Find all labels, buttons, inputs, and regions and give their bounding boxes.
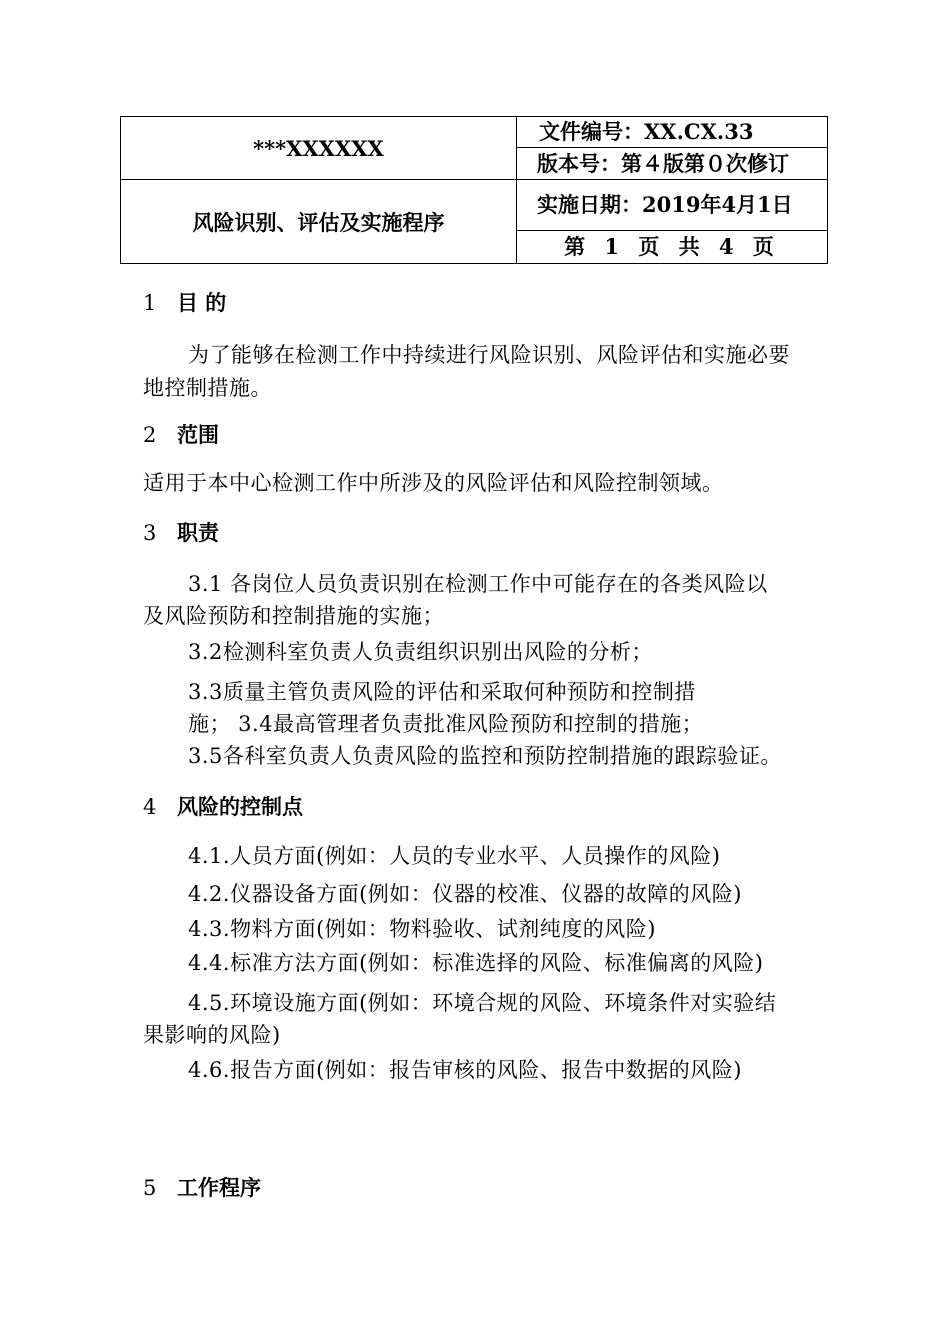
list-item: 4.5.环境设施方面(例如：环境合规的风险、环境条件对实验结 <box>188 991 777 1015</box>
document-header-table <box>120 116 828 264</box>
section-3-heading: 3 职责 <box>143 520 219 545</box>
list-item: 4.6.报告方面(例如：报告审核的风险、报告中数据的风险) <box>188 1058 742 1082</box>
list-item: 4.1.人员方面(例如：人员的专业水平、人员操作的风险) <box>188 844 721 868</box>
paragraph: 适用于本中心检测工作中所涉及的风险评估和风险控制领域。 <box>143 471 724 495</box>
section-4-heading: 4 风险的控制点 <box>143 794 303 819</box>
page-indicator: 第 1 页 共 4 页 <box>517 231 828 264</box>
paragraph: 及风险预防和控制措施的实施； <box>143 604 444 628</box>
effective-date: 实施日期：2019年4月1日 <box>517 180 828 231</box>
list-item: 果影响的风险) <box>143 1023 281 1047</box>
list-item: 4.4.标准方法方面(例如：标准选择的风险、标准偏离的风险) <box>188 951 764 975</box>
section-5-heading: 5 工作程序 <box>143 1175 261 1200</box>
company-name: ***XXXXXX <box>121 117 517 180</box>
version-number: 版本号：第４版第０次修订 <box>517 148 828 180</box>
paragraph: 为了能够在检测工作中持续进行风险识别、风险评估和实施必要 <box>188 343 790 367</box>
paragraph: 3.3质量主管负责风险的评估和采取何种预防和控制措 <box>188 680 696 704</box>
section-2-heading: 2 范围 <box>143 422 219 447</box>
file-number: 文件编号：XX.CX.33 <box>517 117 828 148</box>
paragraph: 施； 3.4最高管理者负责批准风险预防和控制的措施； <box>188 712 704 736</box>
list-item: 4.2.仪器设备方面(例如：仪器的校准、仪器的故障的风险) <box>188 882 742 906</box>
paragraph: 3.1 各岗位人员负责识别在检测工作中可能存在的各类风险以 <box>188 572 768 596</box>
document-title: 风险识别、评估及实施程序 <box>121 180 517 264</box>
paragraph: 3.2检测科室负责人负责组织识别出风险的分析； <box>188 640 653 664</box>
paragraph: 3.5各科室负责人负责风险的监控和预防控制措施的跟踪验证。 <box>188 744 782 768</box>
section-1-heading: 1 目 的 <box>143 290 227 315</box>
list-item: 4.3.物料方面(例如：物料验收、试剂纯度的风险) <box>188 917 656 941</box>
paragraph: 地控制措施。 <box>143 376 272 400</box>
